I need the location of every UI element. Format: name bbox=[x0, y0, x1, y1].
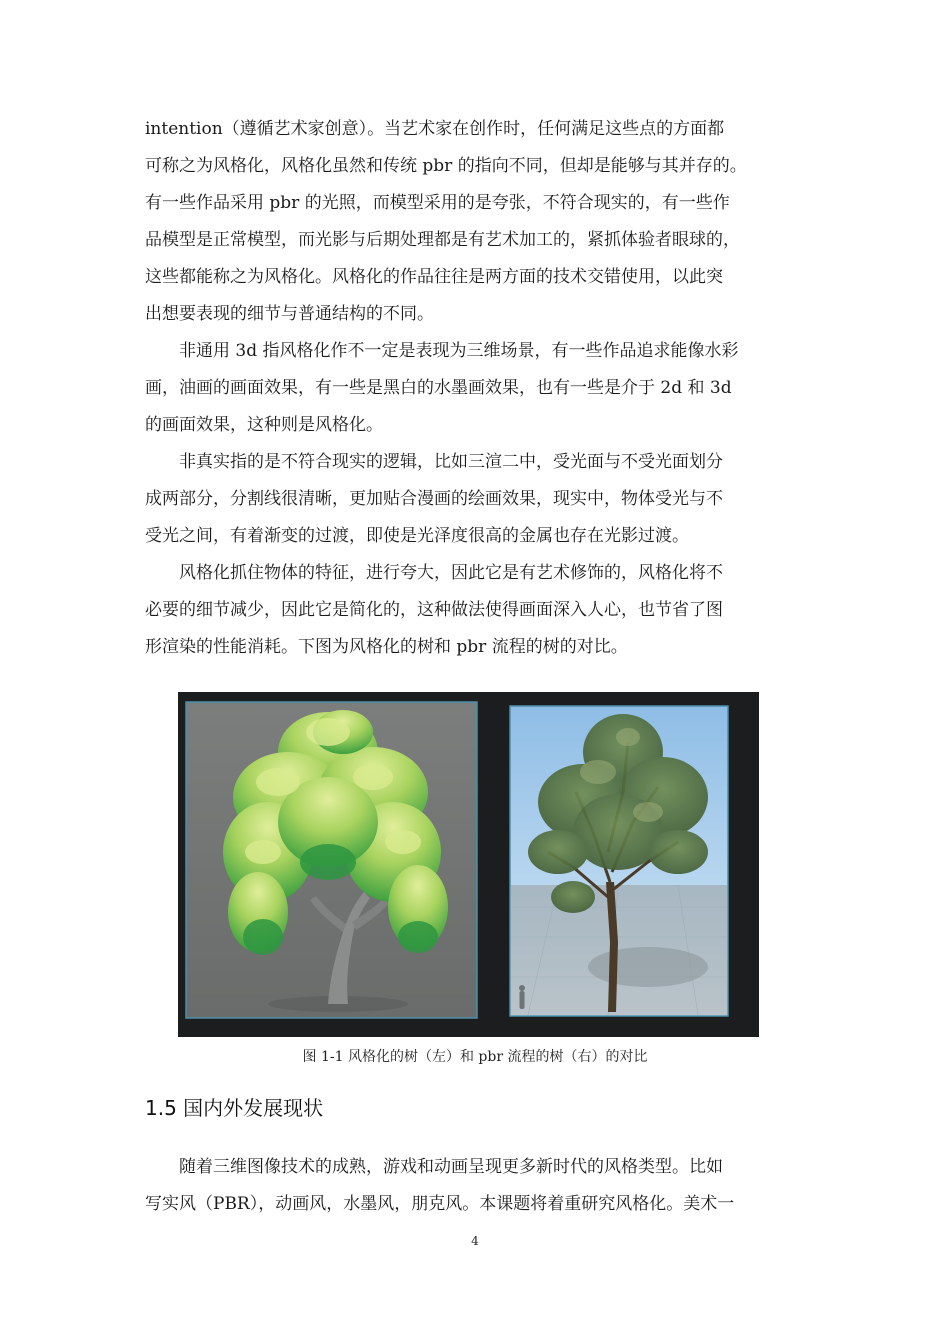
section-heading: 1.5 国内外发展现状 bbox=[145, 1096, 324, 1120]
text-line: 形渲染的性能消耗。下图为风格化的树和 pbr 流程的树的对比。 bbox=[145, 637, 628, 657]
text-line: 的画面效果，这种则是风格化。 bbox=[145, 415, 383, 435]
text-line: 有一些作品采用 pbr 的光照，而模型采用的是夸张，不符合现实的，有一些作 bbox=[145, 193, 730, 213]
paragraph-1 bbox=[145, 111, 807, 333]
stylized-tree-panel bbox=[186, 702, 477, 1018]
text-line: 写实风（PBR），动画风，水墨风，朋克风。本课题将着重研究风格化。美术一 bbox=[145, 1194, 735, 1214]
text-line: 受光之间，有着渐变的过渡，即使是光泽度很高的金属也存在光影过渡。 bbox=[145, 526, 689, 546]
text-line: 出想要表现的细节与普通结构的不同。 bbox=[145, 304, 434, 324]
text-line: intention（遵循艺术家创意）。当艺术家在创作时，任何满足这些点的方面都 bbox=[145, 119, 725, 139]
text-line: 可称之为风格化，风格化虽然和传统 pbr 的指向不同，但却是能够与其并存的。 bbox=[145, 156, 747, 176]
paragraph-3 bbox=[145, 444, 807, 555]
text-line: 品模型是正常模型，而光影与后期处理都是有艺术加工的，紧抓体验者眼球的， bbox=[145, 230, 740, 250]
tree-comparison-figure bbox=[178, 692, 759, 1037]
text-line: 风格化抓住物体的特征，进行夸大，因此它是有艺术修饰的，风格化将不 bbox=[145, 563, 723, 583]
text-line: 非真实指的是不符合现实的逻辑，比如三渲二中，受光面与不受光面划分 bbox=[145, 452, 723, 472]
text-line: 随着三维图像技术的成熟，游戏和动画呈现更多新时代的风格类型。比如 bbox=[145, 1157, 723, 1177]
text-line: 非通用 3d 指风格化作不一定是表现为三维场景，有一些作品追求能像水彩 bbox=[145, 341, 739, 361]
text-line: 这些都能称之为风格化。风格化的作品往往是两方面的技术交错使用，以此突 bbox=[145, 267, 723, 287]
text-line: 必要的细节减少，因此它是简化的，这种做法使得画面深入人心，也节省了图 bbox=[145, 600, 723, 620]
figure-caption: 图 1-1 风格化的树（左）和 pbr 流程的树（右）的对比 bbox=[302, 1049, 648, 1065]
paragraph-5 bbox=[145, 1149, 807, 1223]
paragraph-4 bbox=[145, 555, 807, 666]
page-number: 4 bbox=[471, 1234, 479, 1248]
text-line: 成两部分，分割线很清晰，更加贴合漫画的绘画效果，现实中，物体受光与不 bbox=[145, 489, 723, 509]
pbr-tree-panel bbox=[510, 706, 728, 1016]
paragraph-2 bbox=[145, 333, 807, 444]
text-line: 画，油画的画面效果，有一些是黑白的水墨画效果，也有一些是介于 2d 和 3d bbox=[145, 378, 732, 398]
